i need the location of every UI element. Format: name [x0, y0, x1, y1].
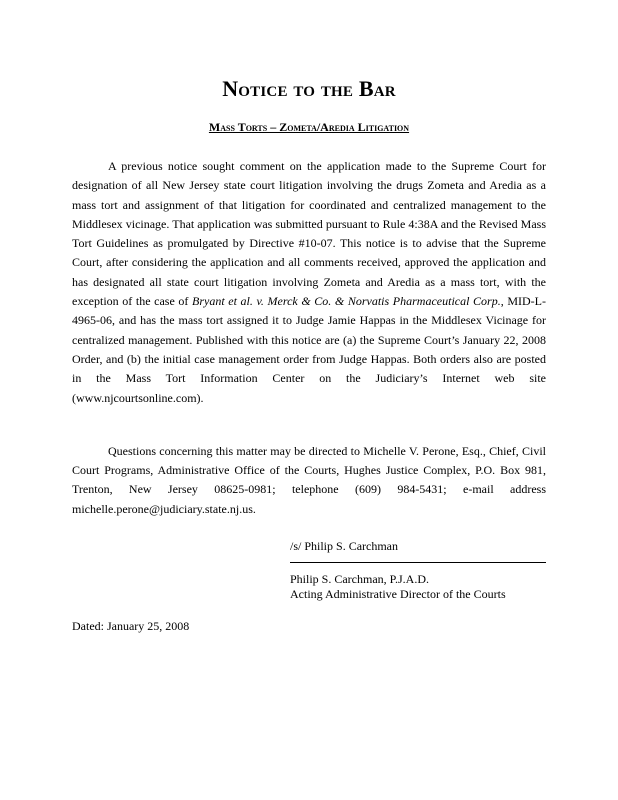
case-name: Bryant et al. v. Merck & Co. & Norvatis Pharmaceutical Corp. [192, 294, 501, 309]
notice-paragraph-1 [72, 157, 546, 408]
notice-subtitle: Mass Torts – Zometa/Aredia Litigation [208, 120, 410, 134]
page-title: Notice to the Bar [222, 76, 396, 101]
signature-block [290, 539, 546, 602]
signatory-role: Acting Administrative Director of the Courts [290, 587, 506, 602]
signatory-name: Philip S. Carchman, P.J.A.D. [290, 572, 430, 587]
slash-signature: /s/ Philip S. Carchman [290, 539, 546, 563]
dated-line: Dated: January 25, 2008 [72, 619, 190, 634]
paragraph-1-text-b: , MID-L-4965-06, and has the mass tort assigned it to Judge Jamie Happas in the Middlesex Vicinage for centralized management. Published with this notice are (a) the Supreme Court’s January 22, 2008 Order, and (b) the initial case management order from Judge Happas. Both orders also are posted in the Mass Tort Information Center on the Judiciary’s Internet web site (www.njcourtsonline.com). [72, 294, 546, 405]
paragraph-1-text-a: A previous notice sought comment on the application made to the Supreme Court for designation of all New Jersey state court litigation involving the drugs Zometa and Aredia as a mass tort and assignment of that litigation for coordinated and centralized management to the Middlesex vicinage. That application was submitted pursuant to Rule 4:38A and the Revised Mass Tort Guidelines as promulgated by Directive #10-07. This notice is to advise that the Supreme Court, after considering the application and all comments received, approved the application and has designated all state court litigation involving Zometa and Aredia as a mass tort, with the exception of the case of [72, 159, 546, 309]
notice-paragraph-2: Questions concerning this matter may be directed to Michelle V. Perone, Esq., Chief, Civil Court Programs, Administrative Office of the Courts, Hughes Justice Complex, P.O. Box 981, Trenton, New Jersey 08625-0981; telephone (609) 984-5431; e-mail address michelle.perone@judiciary.state.nj.us. [72, 443, 546, 516]
